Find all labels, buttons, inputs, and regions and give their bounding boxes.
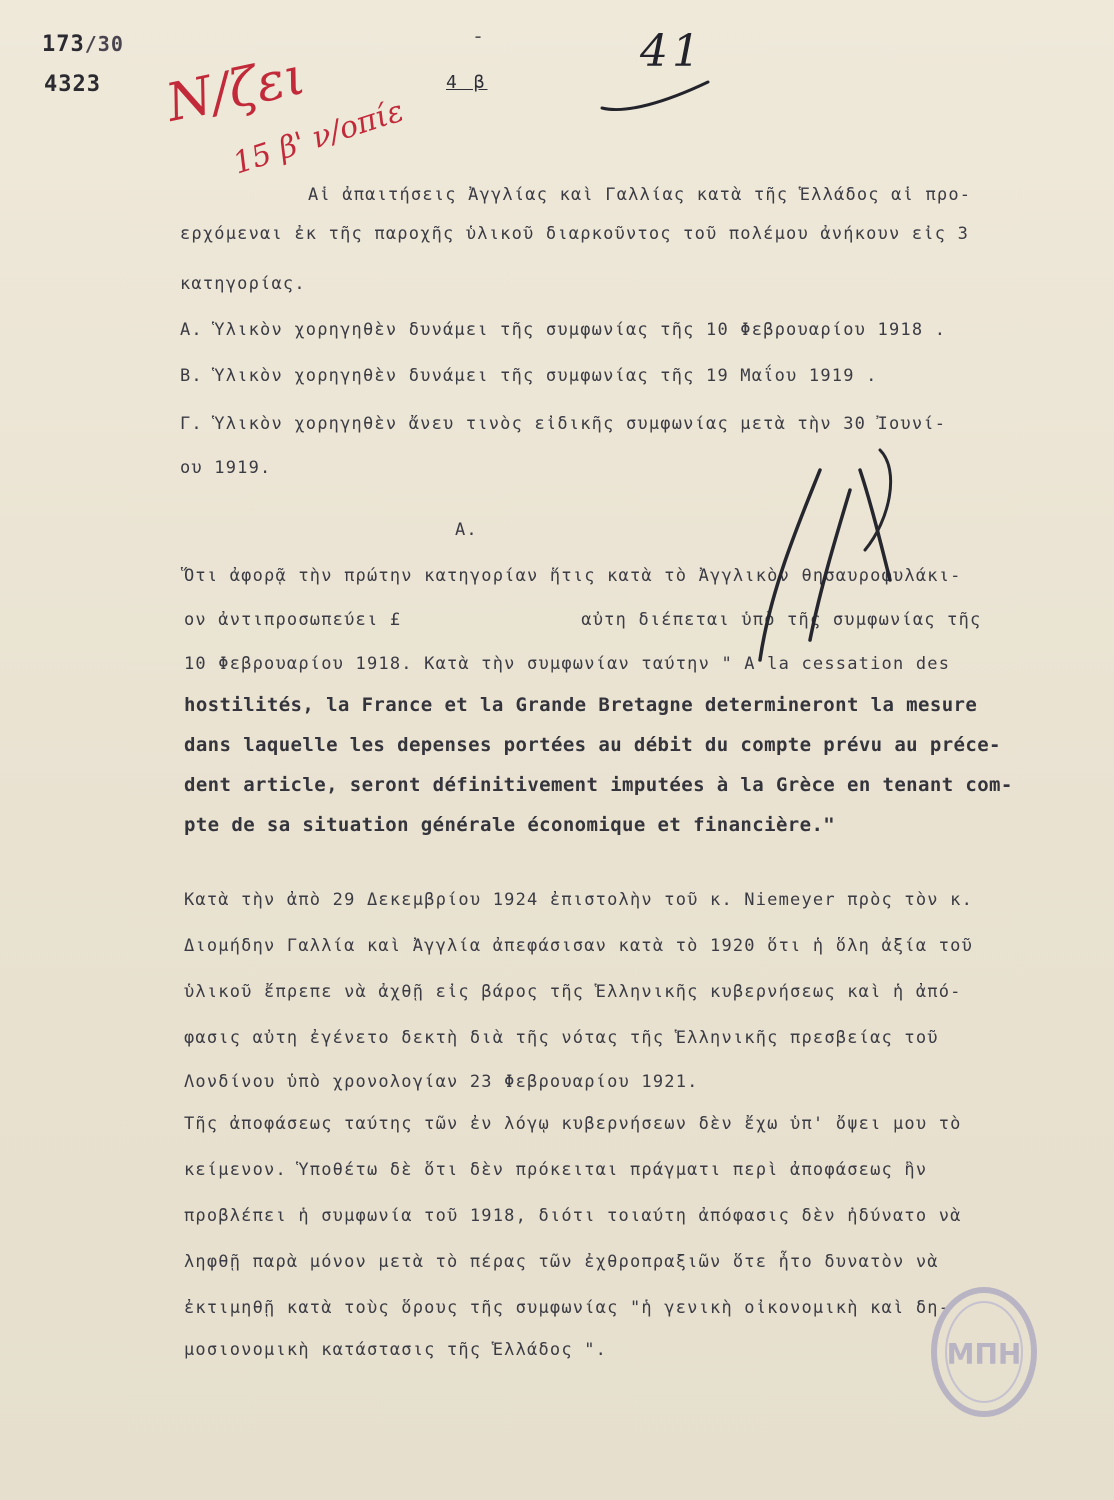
red-annotation: Ν/ζει [161, 46, 311, 134]
para3-line-2: κείμενον. Ὑποθέτω δὲ ὅτι δὲν πρόκειται πράγματι περὶ ἀποφάσεως ἣν [184, 1160, 928, 1180]
red-annotation-date: 15 β' ν/οπίε [228, 93, 408, 182]
para3-line-6: μοσιονομικὴ κατάστασις τῆς Ἑλλάδος ". [184, 1340, 608, 1360]
quote-line-1: hostilités, la France et la Grande Bretagne determineront la mesure [184, 694, 978, 716]
para3-line-5: ἐκτιμηθῇ κατὰ τοὺς ὅρους τῆς συμφωνίας "ἡ γενικὴ οἰκονομικὴ καὶ δη- [184, 1298, 951, 1318]
page-marker: 4 β [446, 72, 488, 93]
category-c-cont: ου 1919. [180, 458, 272, 478]
reference-number-main: 173 [42, 32, 85, 57]
intro-line-3: κατηγορίας. [180, 274, 306, 294]
folio-flourish [596, 78, 716, 118]
quote-line-3: dent article, seront définitivement imputées à la Grèce en tenant com- [184, 774, 1013, 796]
archive-stamp [916, 1280, 1056, 1430]
section-a-line-2a: ον ἀντιπροσωπεύει £ [184, 610, 402, 630]
para3-line-3: προβλέπει ἡ συμφωνία τοῦ 1918, διότι τοιαύτη ἀπόφασις δὲν ἠδύνατο νὰ [184, 1206, 962, 1226]
category-a: Α. Ὑλικὸν χορηγηθὲν δυνάμει τῆς συμφωνίας τῆς 10 Φεβρουαρίου 1918 . [180, 320, 947, 340]
category-c: Γ. Ὑλικὸν χορηγηθὲν ἄνευ τινὸς εἰδικῆς συμφωνίας μετὰ τὴν 30 Ἰουνί- [180, 414, 947, 434]
section-a-line-2b: αὐτη διέπεται ὑπὸ τῆς συμφωνίας τῆς [581, 610, 982, 630]
para2-line-4: φασις αὐτη ἐγένετο δεκτὴ διὰ τῆς νότας τῆς Ἑλληνικῆς πρεσβείας τοῦ [184, 1028, 939, 1048]
section-heading: Α. [455, 520, 478, 540]
handwritten-signature-mark [740, 430, 940, 670]
para2-line-2: Διομήδην Γαλλία καὶ Ἀγγλία ἀπεφάσισαν κατὰ τὸ 1920 ὅτι ἡ ὅλη ἀξία τοῦ [184, 936, 974, 956]
para2-line-3: ὑλικοῦ ἔπρεπε νὰ ἀχθῇ εἰς βάρος τῆς Ἑλληνικῆς κυβερνήσεως καὶ ἡ ἀπό- [184, 982, 962, 1002]
quote-line-2: dans laquelle les depenses portées au débit du compte prévu au préce- [184, 734, 1001, 756]
reference-number [42, 32, 124, 57]
section-a-line-3: 10 Φεβρουαρίου 1918. Κατὰ τὴν συμφωνίαν ταύτην " A la cessation des [184, 654, 951, 674]
section-a-line-1: Ὅτι ἀφορᾷ τὴν πρώτην κατηγορίαν ἥτις κατὰ τὸ Ἀγγλικὸν θησαυροφυλάκι- [184, 566, 962, 586]
intro-line-2: ερχόμεναι ἐκ τῆς παροχῆς ὑλικοῦ διαρκοῦντος τοῦ πολέμου ἀνήκουν εἰς 3 [180, 224, 970, 244]
stamp-letters: ΜΠΗ [946, 1338, 1022, 1371]
para3-line-4: ληφθῇ παρὰ μόνον μετὰ τὸ πέρας τῶν ἐχθροπραξιῶν ὅτε ἦτο δυνατὸν νὰ [184, 1252, 939, 1272]
folio-number: 41 [640, 26, 704, 77]
reference-number-suffix: /30 [84, 32, 124, 56]
para2-line-1: Κατὰ τὴν ἀπὸ 29 Δεκεμβρίου 1924 ἐπιστολὴν τοῦ κ. Niemeyer πρὸς τὸν κ. [184, 890, 974, 910]
intro-line-1: Αἱ ἀπαιτήσεις Ἀγγλίας καὶ Γαλλίας κατὰ τῆς Ἑλλάδος αἱ προ- [308, 185, 972, 205]
top-dash: - [472, 24, 485, 48]
protocol-number: 4323 [44, 72, 101, 97]
para3-line-1: Τῆς ἀποφάσεως ταύτης τῶν ἐν λόγῳ κυβερνήσεων δὲν ἔχω ὑπ' ὄψει μου τὸ [184, 1114, 962, 1134]
para2-line-5: Λονδίνου ὑπὸ χρονολογίαν 23 Φεβρουαρίου 1921. [184, 1072, 699, 1092]
quote-line-4: pte de sa situation générale économique et financière." [184, 814, 836, 836]
category-b: Β. Ὑλικὸν χορηγηθὲν δυνάμει τῆς συμφωνίας τῆς 19 Μαΐου 1919 . [180, 366, 878, 386]
